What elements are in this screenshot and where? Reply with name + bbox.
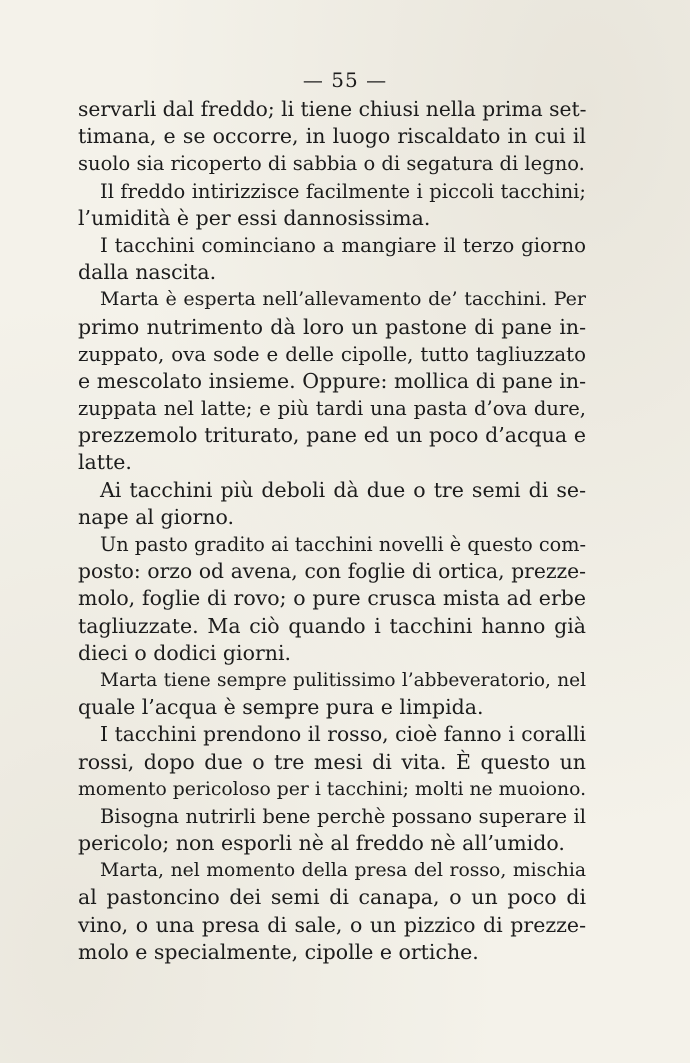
text-line: Marta, nel momento della presa del rosso, mischia bbox=[100, 860, 586, 882]
text-line: zuppata nel latte; e più tardi una pasta d’ova dure, bbox=[78, 397, 586, 421]
text-line: dalla nascita. bbox=[78, 260, 217, 285]
text-line: pericolo; non esporli nè al freddo nè all’umido. bbox=[78, 831, 565, 856]
text-line: al pastoncino dei semi di canapa, o un poco di bbox=[78, 885, 586, 910]
page-number: — 55 — bbox=[302, 68, 388, 92]
text-line: I tacchini cominciano a mangiare il terzo giorno bbox=[100, 233, 586, 257]
text-line: suolo sia ricoperto di sabbia o di segatura di legno. bbox=[78, 152, 585, 176]
text-line: e mescolato insieme. Oppure: mollica di pane in- bbox=[78, 368, 586, 393]
text-line: vino, o una presa di sale, o un pizzico di prezze- bbox=[78, 912, 586, 937]
text-line: Marta è esperta nell’allevamento de’ tacchini. Per bbox=[100, 288, 586, 311]
text-line: I tacchini prendono il rosso, cioè fanno i coralli bbox=[100, 722, 586, 747]
text-line: molo e specialmente, cipolle e ortiche. bbox=[78, 939, 479, 964]
text-line: l’umidità è per essi dannosissima. bbox=[78, 205, 431, 230]
text-line: primo nutrimento dà loro un pastone di pane in- bbox=[78, 314, 586, 339]
text-line: Il freddo intirizzisce facilmente i piccoli tacchini; bbox=[100, 179, 586, 203]
text-line: servarli dal freddo; li tiene chiusi nella prima set- bbox=[78, 97, 587, 121]
text-line: Bisogna nutrirli bene perchè possano superare il bbox=[100, 804, 586, 828]
body-text bbox=[78, 96, 586, 966]
text-line: rossi, dopo due o tre mesi di vita. È questo un bbox=[78, 749, 586, 774]
text-line: prezzemolo triturato, pane ed un poco d’acqua e bbox=[78, 423, 586, 448]
text-line: quale l’acqua è sempre pura e limpida. bbox=[78, 695, 484, 720]
text-line: nape al giorno. bbox=[78, 504, 235, 529]
text-line: dieci o dodici giorni. bbox=[78, 640, 292, 665]
text-line: momento pericoloso per i tacchini; molti ne muoiono. bbox=[78, 778, 587, 800]
text-line: latte. bbox=[78, 450, 132, 475]
text-line: zuppato, ova sode e delle cipolle, tutto tagliuzzato bbox=[78, 342, 586, 366]
text-line: Ai tacchini più deboli dà due o tre semi di se- bbox=[100, 477, 586, 502]
text-line: Un pasto gradito ai tacchini novelli è questo com- bbox=[100, 533, 586, 556]
text-line: molo, foglie di rovo; o pure crusca mista ad erbe bbox=[78, 586, 586, 611]
text-line: posto: orzo od avena, con foglie di ortica, prezze- bbox=[78, 559, 586, 584]
text-line: Marta tiene sempre pulitissimo l’abbeveratorio, nel bbox=[100, 669, 586, 691]
text-line: timana, e se occorre, in luogo riscaldato in cui il bbox=[78, 124, 586, 149]
text-line: tagliuzzate. Ma ciò quando i tacchini hanno già bbox=[78, 613, 586, 638]
